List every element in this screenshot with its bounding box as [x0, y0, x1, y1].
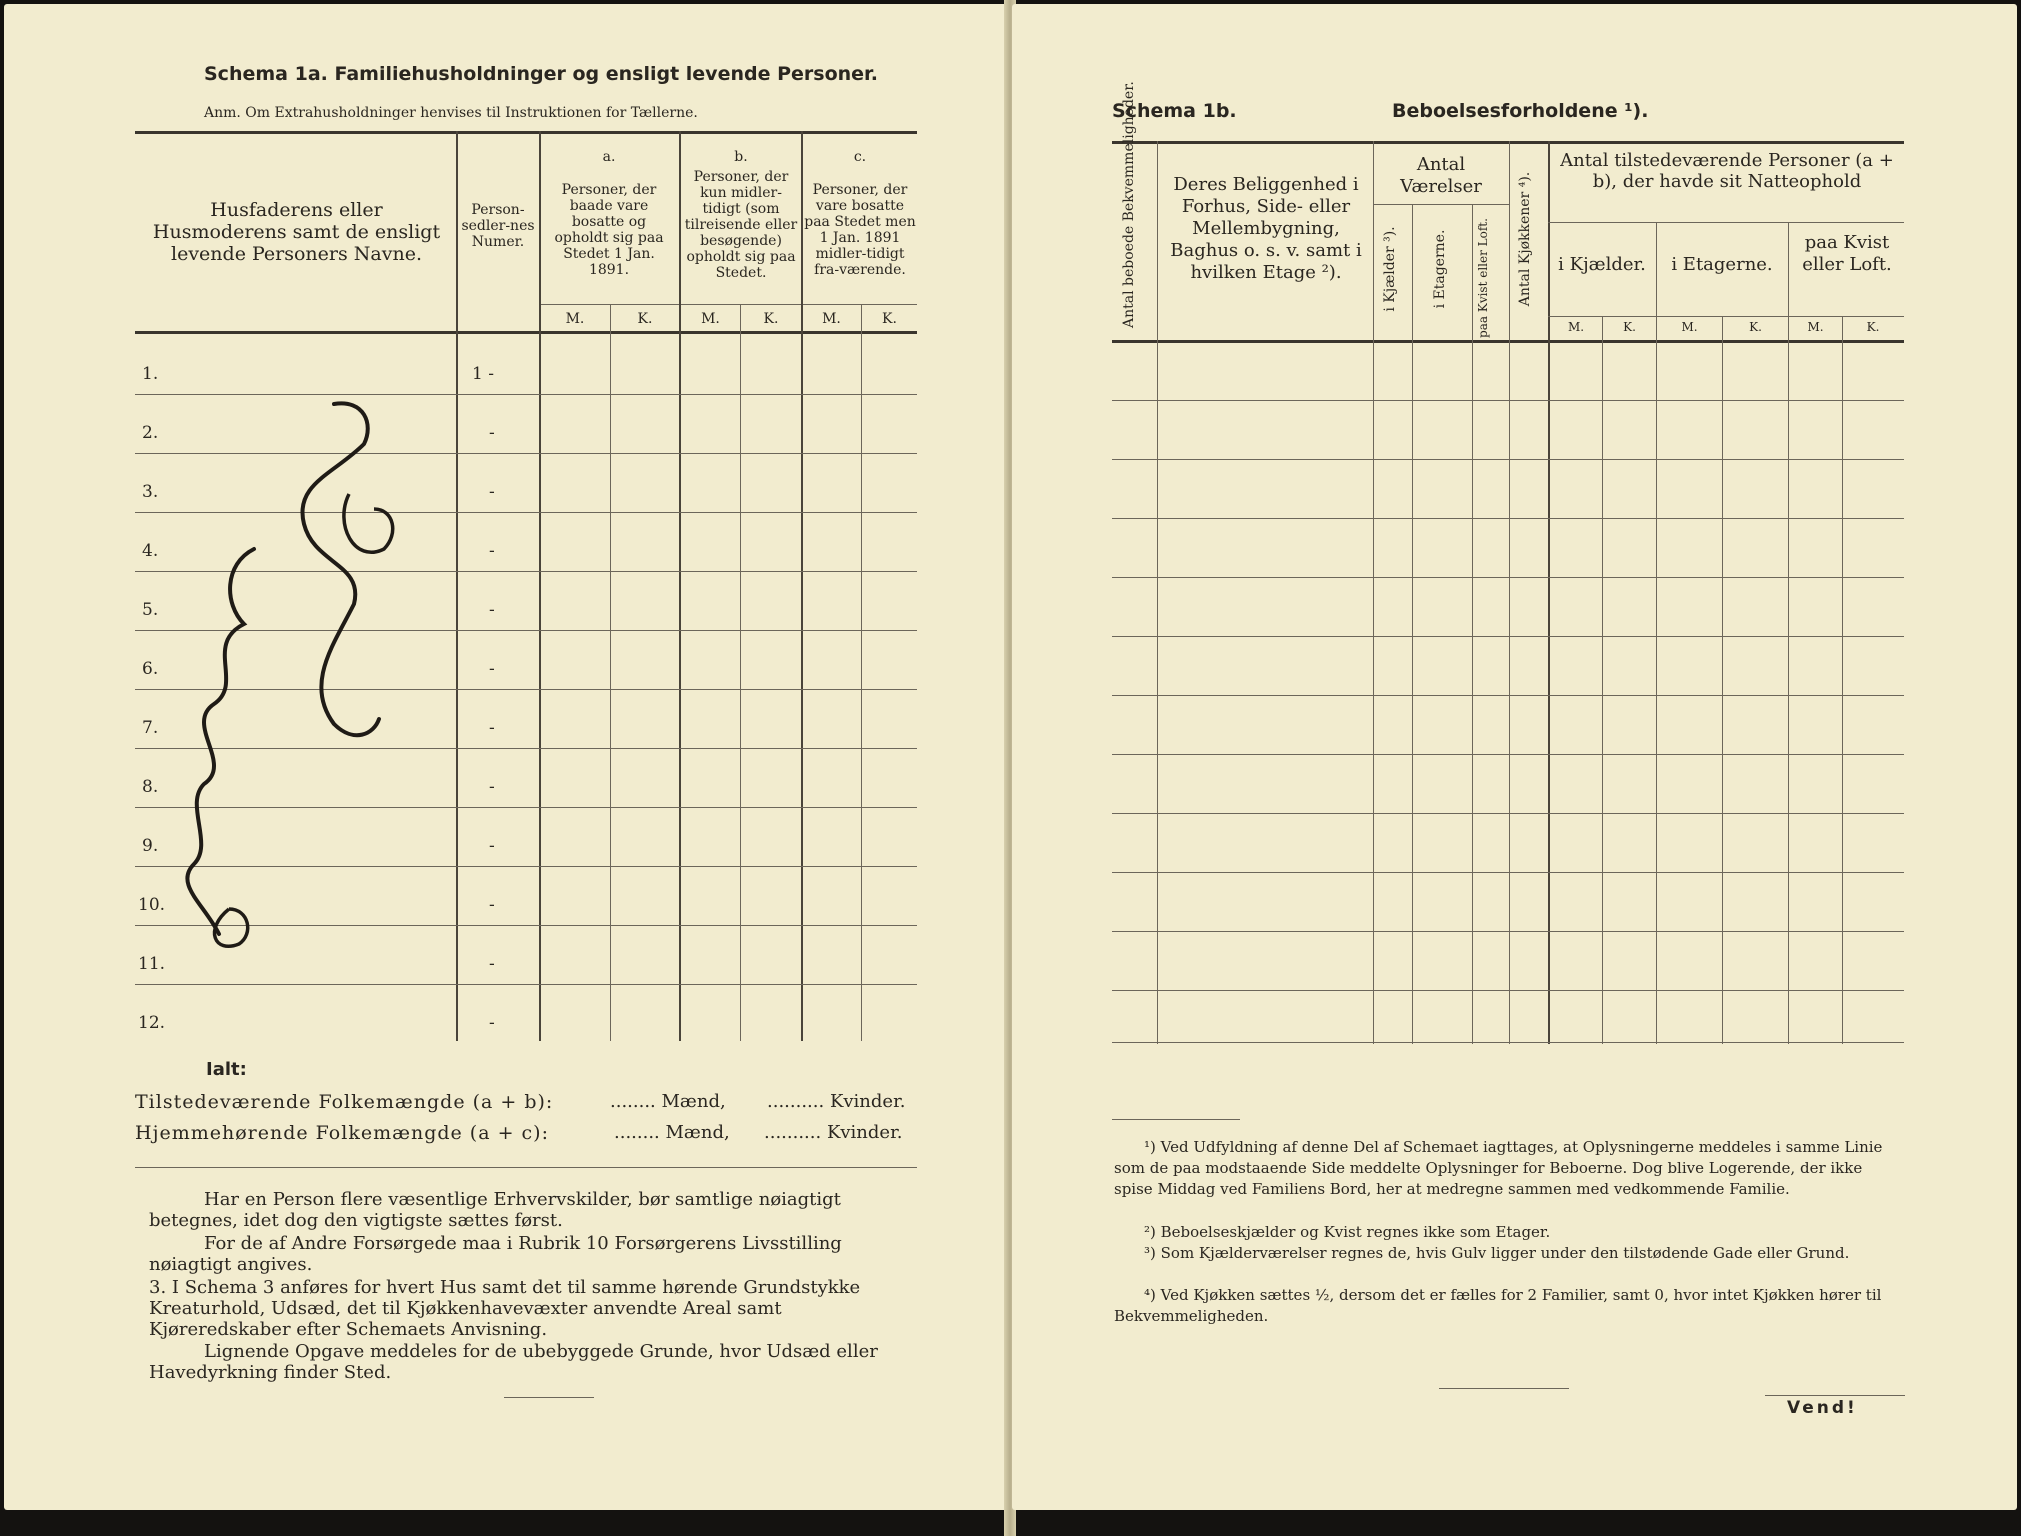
col-etagerne: i Etagerne.: [1432, 229, 1448, 309]
col-kvist-loft: paa Kvist eller Loft.: [1476, 218, 1490, 338]
hjemme-label: Hjemmehørende Folkemængde (a + c):: [135, 1122, 549, 1144]
col-beliggenhed: Deres Beliggenhed i Forhus, Side- eller Mellembygning, Baghus o. s. v. samt i hvilken Etage ²).: [1170, 174, 1362, 283]
row-number: -: [489, 777, 495, 797]
etagerne-k: K.: [1749, 320, 1762, 334]
row-label: 10.: [138, 895, 166, 915]
etagerne-m: M.: [1681, 320, 1698, 334]
col-a-letter: a.: [602, 149, 616, 165]
tilstede-maend: ........ Mænd,: [610, 1091, 726, 1112]
row-number: -: [489, 954, 495, 974]
col-c-header: Personer, der vare bosatte paa Stedet men 1 Jan. 1891 midler-tidigt fra-værende.: [804, 182, 916, 278]
col-kjaelder: i Kjælder ³).: [1382, 226, 1398, 312]
row-label: 2.: [142, 423, 159, 443]
instruction-para-4: Lignende Opgave meddeles for de ubebyggede Grunde, hvor Udsæd eller Havedyrkning finder Sted.: [149, 1341, 878, 1383]
row-label: 7.: [142, 718, 159, 738]
col-a-header: Personer, der baade vare bosatte og opholdt sig paa Stedet 1 Jan. 1891.: [554, 182, 664, 278]
footnote-1: ¹) Ved Udfyldning af denne Del af Schemaet iagttages, at Oplysningerne meddeles i samme Linie som de paa modstaaende Side meddelte Oplysninger for Beboerne. Dog blive Logerende, der ikke spise Middag ved Familiens Bord, her at medregne sammen med vedkommende Familie.: [1114, 1138, 1883, 1198]
col-antal-vaerelser: Antal Værelser: [1400, 154, 1482, 197]
row-number: -: [489, 895, 495, 915]
row-label: 6.: [142, 659, 159, 679]
footnote-4: ⁴) Ved Kjøkken sættes ½, dersom det er fælles for 2 Familier, samt 0, hvor intet Kjøkken hører til Bekvemmeligheden.: [1114, 1286, 1882, 1325]
col-i-etagerne: i Etagerne.: [1671, 254, 1773, 275]
col-tilstedevaerende: Antal tilstedeværende Personer (a + b), der havde sit Natteophold: [1560, 150, 1894, 192]
col-antal-beboede: Antal beboede Bekvemmeligheder.: [1121, 81, 1137, 328]
instruction-para-2: For de af Andre Forsørgede maa i Rubrik 10 Forsørgerens Livsstilling nøiagtigt angives.: [149, 1233, 842, 1275]
left-page: [4, 4, 1008, 1510]
col-b-letter: b.: [734, 149, 748, 165]
instruction-para-3: 3. I Schema 3 anføres for hvert Hus samt det til samme hørende Grundstykke Kreaturhold, Udsæd, det til Kjøkkenhavevæxter anvendte Areal samt Kjøreredskaber efter Schemaets Anvisning.: [149, 1277, 861, 1340]
tilstede-kvinder: .......... Kvinder.: [767, 1091, 906, 1112]
col-b-header: Personer, der kun midler-tidigt (som tilreisende eller besøgende) opholdt sig paa Stedet.: [684, 169, 798, 281]
row-number: -: [489, 600, 495, 620]
vend-note: Vend!: [1787, 1398, 1858, 1418]
col-a-k: K.: [637, 311, 653, 327]
row-number: -: [489, 541, 495, 561]
schema-1b-subtitle: Beboelsesforholdene ¹).: [1392, 100, 1649, 122]
col-name-header: Husfaderens eller Husmoderens samt de ensligt levende Personers Navne.: [152, 199, 441, 265]
row-label: 12.: [138, 1013, 166, 1033]
kjaelder-m: M.: [1567, 320, 1585, 334]
row-label: 8.: [142, 777, 159, 797]
schema-1a-title: Schema 1a. Familiehusholdninger og ensligt levende Personer.: [204, 63, 878, 85]
kvist-k: K.: [1866, 320, 1880, 334]
right-page: [1012, 4, 2017, 1510]
hjemme-kvinder: .......... Kvinder.: [764, 1122, 903, 1143]
row-label: 5.: [142, 600, 159, 620]
hjemme-maend: ........ Mænd,: [614, 1122, 730, 1143]
row-number: -: [489, 718, 495, 738]
row-label: 3.: [142, 482, 159, 502]
row-number: -: [489, 836, 495, 856]
footnote-2: ²) Beboelseskjælder og Kvist regnes ikke som Etager.: [1144, 1223, 1551, 1241]
col-a-m: M.: [565, 311, 585, 327]
kjaelder-k: K.: [1623, 320, 1636, 334]
row-number: -: [489, 659, 495, 679]
tilstede-label: Tilstedeværende Folkemængde (a + b):: [135, 1091, 554, 1113]
col-antal-kjokkener: Antal Kjøkkener ⁴).: [1517, 171, 1533, 307]
col-c-m: M.: [822, 311, 841, 327]
row-number: -: [489, 482, 495, 502]
col-c-letter: c.: [853, 149, 867, 165]
col-b-k: K.: [763, 311, 779, 327]
row-label: 11.: [138, 954, 166, 974]
row-number: 1 -: [472, 364, 494, 384]
row-number: -: [489, 1013, 495, 1033]
row-label: 1.: [142, 364, 159, 384]
ialt-label: Ialt:: [206, 1059, 247, 1080]
row-label: 4.: [142, 541, 159, 561]
footnote-3: ³) Som Kjælderværelser regnes de, hvis Gulv ligger under den tilstødende Gade eller Grund.: [1144, 1244, 1850, 1262]
kvist-m: M.: [1807, 320, 1824, 334]
annotation-note: Anm. Om Extrahusholdninger henvises til Instruktionen for Tællerne.: [204, 105, 698, 121]
col-paa-kvist: paa Kvist eller Loft.: [1802, 232, 1892, 275]
row-number: -: [489, 423, 495, 443]
row-label: 9.: [142, 836, 159, 856]
instruction-para-1: Har en Person flere væsentlige Erhvervskilder, bør samtlige nøiagtigt betegnes, idet dog den vigtigste sættes først.: [149, 1189, 841, 1231]
col-b-m: M.: [701, 311, 720, 327]
col-i-kjaelder: i Kjælder.: [1558, 254, 1646, 275]
col-number-header: Person-sedler-nes Numer.: [461, 202, 535, 250]
col-c-k: K.: [882, 311, 897, 327]
schema-1b-title: Schema 1b.: [1112, 100, 1237, 122]
